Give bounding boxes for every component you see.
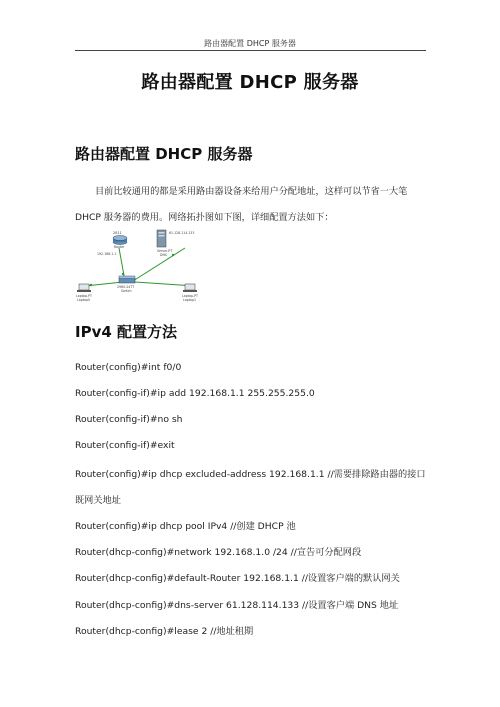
router-ip-label: 192.168.1.1 — [97, 252, 117, 256]
switch-name-label: Switch — [121, 289, 132, 293]
server-type-label: DNS — [160, 253, 167, 257]
server-icon — [157, 230, 166, 247]
header-divider — [75, 50, 426, 51]
config-line: Router(config)#ip dhcp excluded-address 192.168.1.1 //需要排除路由器的接口 — [75, 469, 426, 480]
running-header: 路由器配置 DHCP 服务器 — [204, 39, 296, 48]
config-line: Router(config)#ip dhcp pool IPv4 //创建 DHCP 池 — [75, 521, 296, 532]
laptop1-name-label: Laptop1 — [183, 298, 197, 302]
section-heading-ipv4: IPv4 配置方法 — [75, 323, 178, 341]
config-line: Router(dhcp-config)#default-Router 192.168.1.1 //设置客户端的默认网关 — [75, 573, 400, 584]
config-line: Router(dhcp-config)#dns-server 61.128.114.133 //设置客户端 DNS 地址 — [75, 600, 399, 611]
router-icon — [113, 236, 127, 245]
section-heading-dhcp: 路由器配置 DHCP 服务器 — [75, 145, 253, 163]
laptop-icon — [183, 284, 197, 292]
network-topology-diagram — [73, 226, 207, 306]
config-line: Router(config-if)#exit — [75, 440, 175, 451]
config-line: Router(config-if)#ip add 192.168.1.1 255.255.255.0 — [75, 388, 315, 399]
router-name-label: Router — [114, 245, 125, 249]
switch-icon — [119, 276, 135, 283]
server-ip-label: 61.128.114.133 — [169, 231, 195, 235]
config-line: Router(dhcp-config)#network 192.168.1.0 /24 //宣告可分配网段 — [75, 547, 362, 558]
config-line: 既网关地址 — [75, 495, 121, 506]
laptop0-name-label: Laptop0 — [77, 298, 91, 302]
paragraph-line-1: 目前比较通用的都是采用路由器设备来给用户分配地址，这样可以节省一大笔 — [95, 186, 408, 197]
server-name-label: Server-PT — [157, 249, 173, 253]
laptop1-model-label: Laptop-PT — [182, 294, 198, 298]
document-title: 路由器配置 DHCP 服务器 — [141, 72, 359, 93]
paragraph-line-2: DHCP 服务器的费用。网络拓扑图如下图，详细配置方法如下： — [75, 212, 334, 223]
laptop0-model-label: Laptop-PT — [76, 294, 92, 298]
config-line: Router(config)#int f0/0 — [75, 362, 182, 373]
config-line: Router(config-if)#no sh — [75, 414, 183, 425]
laptop-icon — [77, 284, 91, 292]
config-line: Router(dhcp-config)#lease 2 //地址租期 — [75, 626, 254, 637]
router-model-label: 2811 — [113, 231, 122, 235]
switch-model-label: 2960-24TT — [117, 285, 135, 289]
